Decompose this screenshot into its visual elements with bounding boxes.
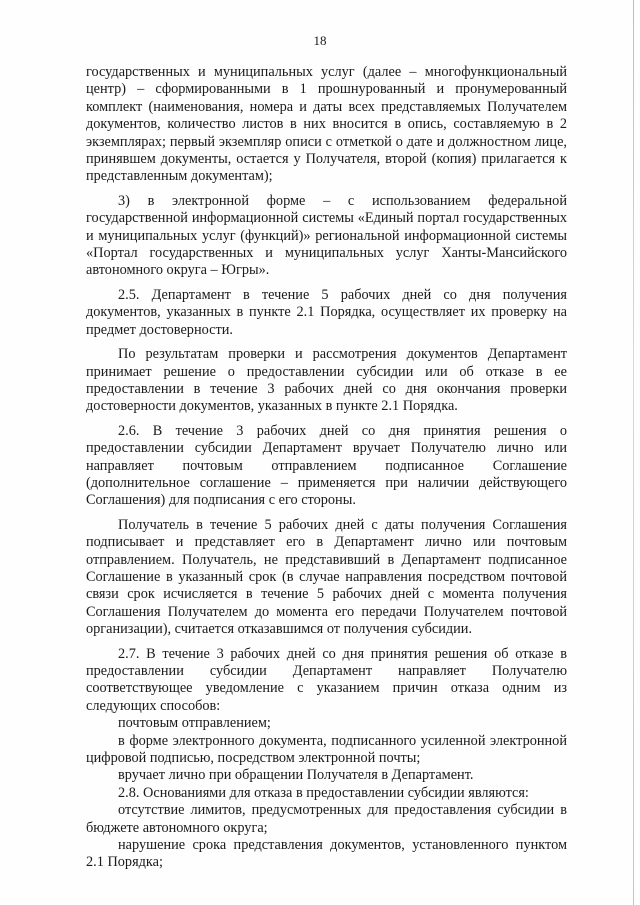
paragraph-continuation: государственных и муниципальных услуг (далее – многофункциональный центр) – сформированными в 1 прошнурованный и пронумерованный комплект (наименования, номера и даты всех представляемых Получателем документов, количество листов в них вносится в опись, составляемую в 2 экземплярах; первый экземпляр описи с отметкой о дате и должностном лице, принявшем документы, остается у Получателя, второй (копия) прилагается к представленным документам); — [86, 64, 567, 185]
list-item-postal: почтовым отправлением; — [118, 715, 271, 732]
list-item-no-limits: отсутствие лимитов, предусмотренных для предоставления субсидии в бюджете автономного округа; — [86, 802, 567, 836]
list-item-deadline-violation: нарушение срока представления документов, установленного пунктом 2.1 Порядка; — [86, 837, 567, 871]
paragraph-2-8: 2.8. Основаниями для отказа в предоставлении субсидии являются: — [118, 784, 529, 801]
page-number: 18 — [313, 33, 327, 48]
page-edge-shadow — [633, 0, 634, 905]
paragraph-verification-results: По результатам проверки и рассмотрения документов Департамент принимает решение о предоставлении субсидии или об отказе в ее предоставлении в течение 3 рабочих дней со дня окончания проверки достоверности документов, указанных в пункте 2.1 Порядка. — [86, 346, 567, 415]
paragraph-recipient-signing: Получатель в течение 5 рабочих дней с даты получения Соглашения подписывает и представляет его в Департамент лично или почтовым отправлением. Получатель, не представивший в Департамент подписанное Соглашение в указанный срок (в случае направления посредством почтовой связи срок исчисляется в течение 5 рабочих дней с момента получения Соглашения Получателем до момента его передачи Получателем почтовой организации), считается отказавшимся от получения субсидии. — [86, 516, 567, 638]
paragraph-2-6: 2.6. В течение 3 рабочих дней со дня принятия решения о предоставлении субсидии Департамент вручает Получателю лично или направляет почтовым отправлением подписанное Соглашение (дополнительное соглашение – применяется при наличии действующего Соглашения) для подписания с его стороны. — [86, 422, 567, 509]
document-body — [86, 64, 567, 872]
paragraph-2-7: 2.7. В течение 3 рабочих дней со дня принятия решения об отказе в предоставлении субсидии Департамент направляет Получателю соответствующее уведомление с указанием причин отказа одним из следующих способов: — [86, 645, 567, 714]
list-item-electronic-document: в форме электронного документа, подписанного усиленной электронной цифровой подписью, посредством электронной почты; — [86, 732, 567, 767]
list-item-in-person: вручает лично при обращении Получателя в Департамент. — [118, 767, 474, 784]
paragraph-2-5: 2.5. Департамент в течение 5 рабочих дней со дня получения документов, указанных в пункте 2.1 Порядка, осуществляет их проверку на предмет достоверности. — [86, 286, 567, 338]
paragraph-item-3-electronic-form: 3) в электронной форме – с использованием федеральной государственной информационной системы «Единый портал государственных и муниципальных услуг (функций)» региональной информационной системы «Портал государственных и муниципальных услуг Ханты-Мансийского автономного округа – Югры». — [86, 192, 567, 279]
